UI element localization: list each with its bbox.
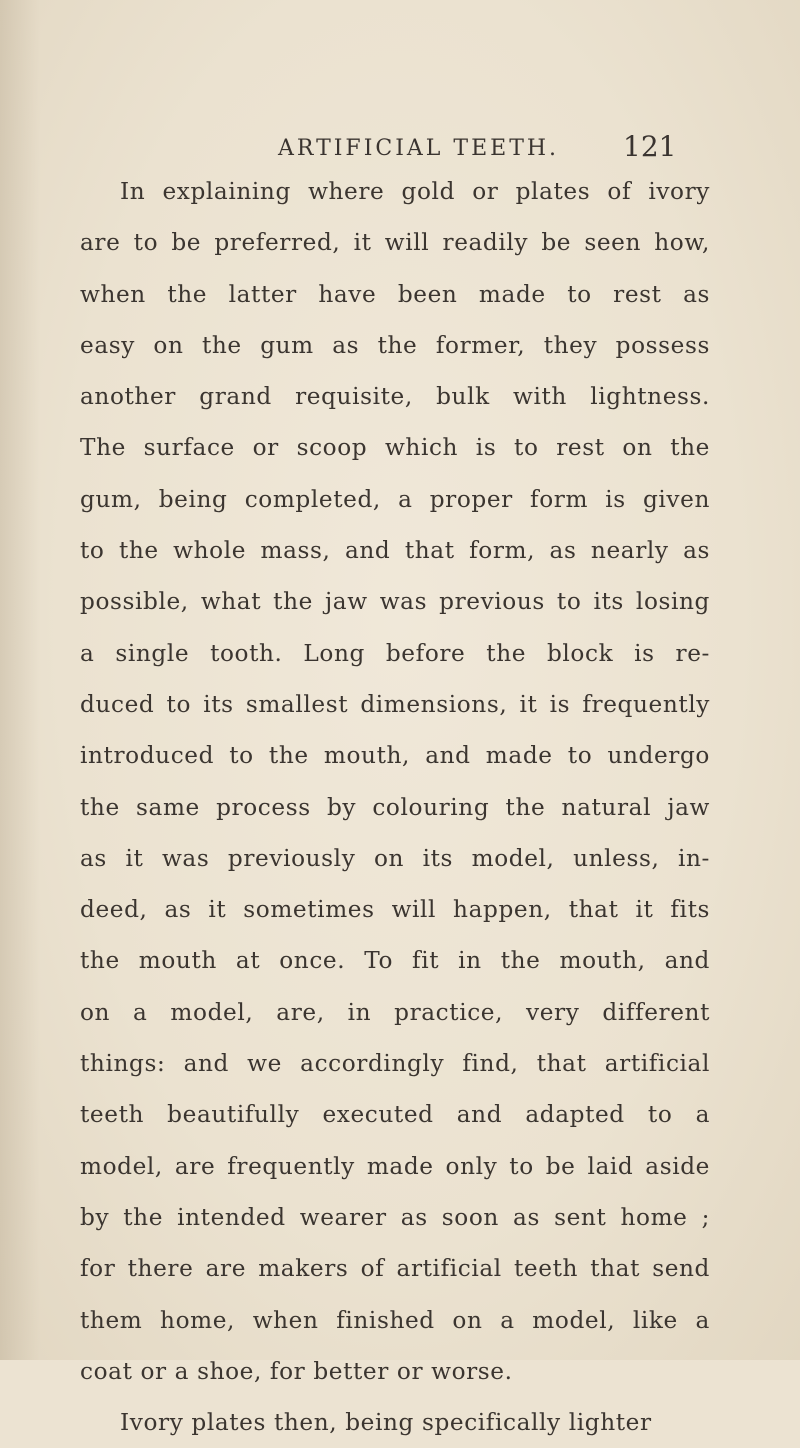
text-line: easy on the gum as the former, they possess: [80, 331, 710, 359]
text-line: In explaining where gold or plates of ivory: [120, 178, 710, 205]
body-text: [80, 166, 710, 1448]
text-line: possible, what the jaw was previous to its losing: [80, 588, 710, 616]
text-line: the same process by colouring the natural jaw: [80, 793, 710, 821]
text-line: another grand requisite, bulk with lightness.: [80, 383, 710, 411]
text-line: are to be preferred, it will readily be seen how,: [80, 229, 710, 257]
text-line: coat or a shoe, for better or worse.: [80, 1357, 513, 1385]
text-line: model, are frequently made only to be laid aside: [80, 1152, 710, 1180]
text-line: duced to its smallest dimensions, it is frequently: [80, 690, 710, 718]
text-line: as it was previously on its model, unless, in-: [80, 844, 710, 872]
text-line: on a model, are, in practice, very different: [80, 998, 710, 1026]
running-head: [0, 132, 800, 166]
text-line: by the intended wearer as soon as sent home ;: [80, 1203, 710, 1231]
text-line: The surface or scoop which is to rest on the: [80, 434, 710, 462]
text-line: Ivory plates then, being specifically lighter: [120, 1409, 652, 1437]
text-line: to the whole mass, and that form, as nearly as: [80, 537, 710, 565]
page-number: 121: [623, 130, 677, 163]
text-line: things: and we accordingly find, that artificial: [80, 1050, 710, 1078]
text-line: the mouth at once. To fit in the mouth, and: [80, 947, 710, 975]
text-line: them home, when finished on a model, like a: [80, 1306, 710, 1334]
text-line: for there are makers of artificial teeth that send: [80, 1255, 710, 1283]
text-line: deed, as it sometimes will happen, that it fits: [80, 896, 710, 924]
text-line: when the latter have been made to rest as: [80, 280, 710, 308]
text-line: introduced to the mouth, and made to undergo: [80, 742, 710, 770]
text-line: teeth beautifully executed and adapted to a: [80, 1101, 710, 1129]
text-line: a single tooth. Long before the block is re-: [80, 639, 710, 667]
running-title: ARTIFICIAL TEETH.: [278, 136, 560, 161]
text-line: gum, being completed, a proper form is given: [80, 485, 710, 513]
